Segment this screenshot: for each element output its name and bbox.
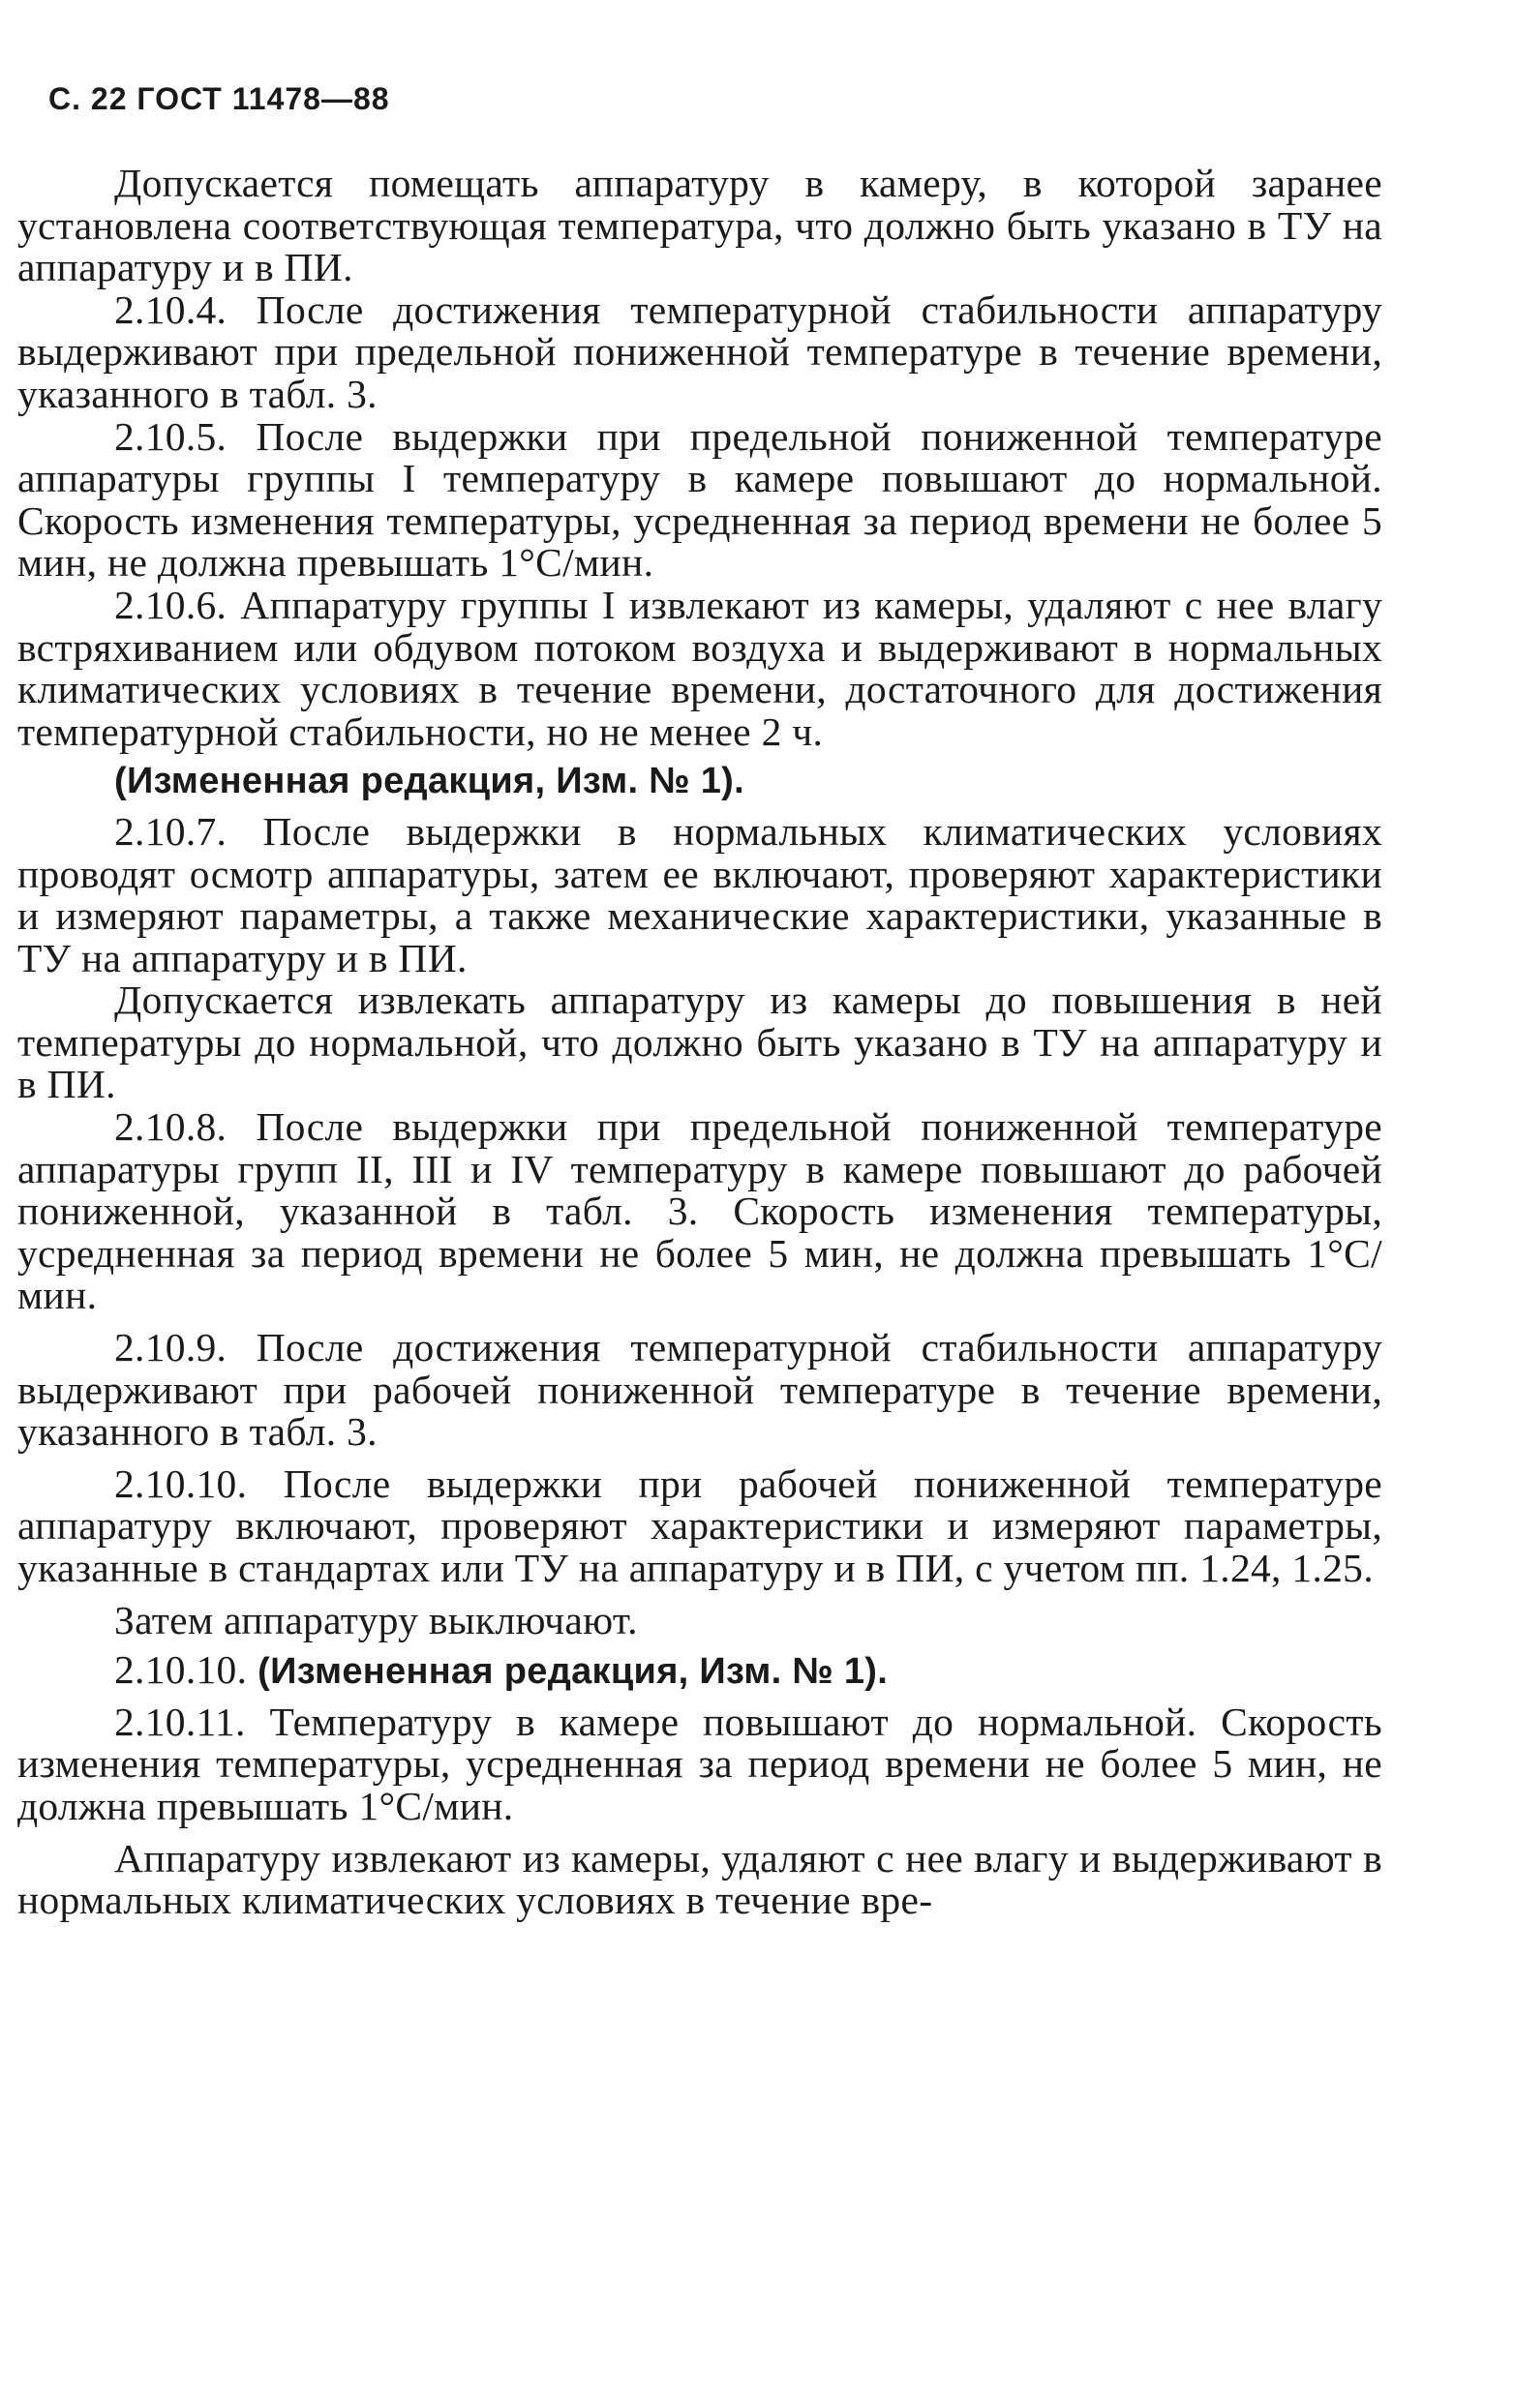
paragraph: Затем аппаратуру выключают. [114, 1597, 638, 1642]
paragraph: 2.10.6. Аппаратуру группы I извлекают из камеры, удаляют с нее влагу встряхиванием или обдувом потоком воздуха и выдерживают в нормальных климатических условиях в течение времени, достаточного для достижения температурной стабильности, но не менее 2 ч. [17, 582, 1382, 754]
paragraph: Аппаратуру извлекают из камеры, удаляют с нее влагу и выдерживают в нормальных климатических условиях в течение вре- [17, 1835, 1382, 1923]
paragraph: 2.10.8. После выдержки при предельной пониженной температуре аппаратуры групп II, III и IV температуру в камере повышают до рабочей пониженной, указанной в табл. 3. Скорость изменения температуры, усредненная за период времени не более 5 мин, не должна превышать 1°С/мин. [17, 1104, 1382, 1318]
page-header: С. 22 ГОСТ 11478—88 [48, 81, 390, 116]
paragraph: Допускается извлекать аппаратуру из камеры до повышения в ней температуры до нормальной, что должно быть указано в ТУ на аппаратуру и в ПИ. [17, 978, 1382, 1107]
paragraph: 2.10.11. Температуру в камере повышают до нормальной. Скорость изменения температуры, усредненная за период времени не более 5 мин, не должна превышать 1°С/мин. [17, 1699, 1382, 1828]
paragraph: 2.10.7. После выдержки в нормальных климатических условиях проводят осмотр аппаратуры, затем ее включают, проверяют характеристики и измеряют параметры, а также механические характеристики, указанные в ТУ на аппаратуру и в ПИ. [17, 808, 1382, 980]
paragraph: Допускается помещать аппаратуру в камеру, в которой заранее установлена соответствующая температура, что должно быть указано в ТУ на аппаратуру и в ПИ. [17, 161, 1382, 290]
paragraph: 2.10.5. После выдержки при предельной пониженной температуре аппаратуры группы I температуру в камере повышают до нормальной. Скорость изменения температуры, усредненная за период времени не более 5 мин, не должна превышать 1°С/мин. [17, 413, 1382, 586]
clause-number: 2.10.10. [114, 1647, 248, 1693]
paragraph: 2.10.9. После достижения температурной стабильности аппаратуру выдерживают при рабочей пониженной температуре в течение времени, указанного в табл. 3. [17, 1325, 1382, 1455]
amendment-label: (Измененная редакция, Изм. № 1). [257, 1651, 889, 1693]
amendment-note: (Измененная редакция, Изм. № 1). [114, 761, 744, 802]
document-body [17, 163, 1382, 1922]
paragraph: 2.10.10. После выдержки при рабочей пониженной температуре аппаратуру включают, проверяют характеристики и измеряют параметры, указанные в стандартах или ТУ на аппаратуру и в ПИ, с учетом пп. 1.24, 1.25. [17, 1460, 1382, 1590]
paragraph: 2.10.4. После достижения температурной стабильности аппаратуру выдерживают при предельной пониженной температуре в течение времени, указанного в табл. 3. [17, 286, 1382, 416]
amendment-note-2 [17, 1649, 1382, 1694]
